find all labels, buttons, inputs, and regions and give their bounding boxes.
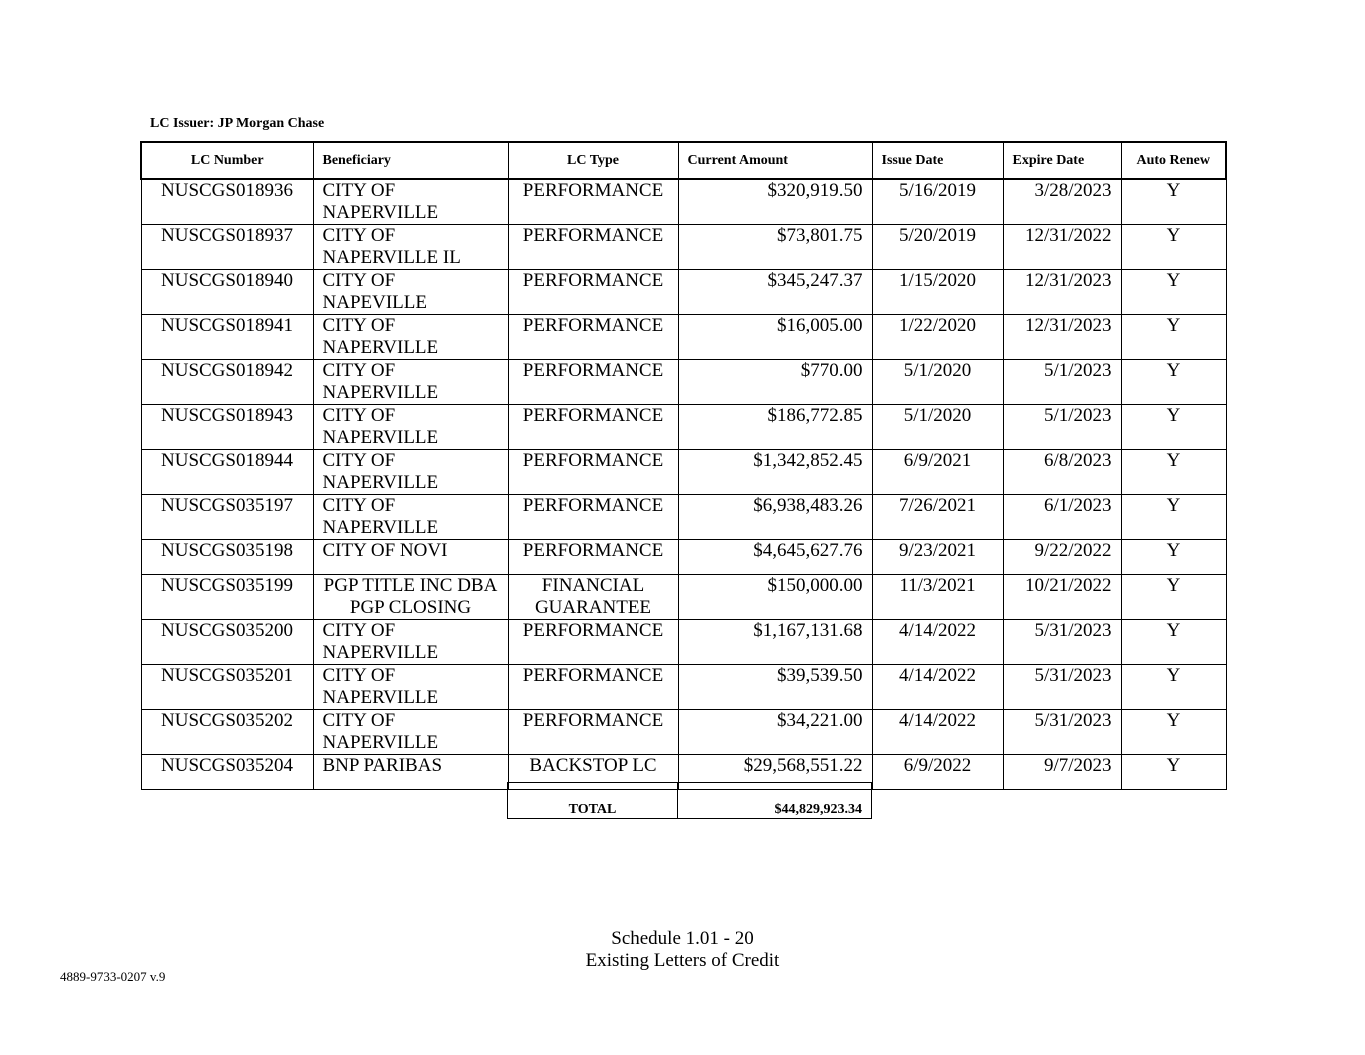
lc-number-cell: NUSCGS035199: [141, 575, 313, 620]
expire-date-cell: 5/31/2023: [1003, 665, 1121, 710]
beneficiary-cell: CITY OF NAPERVILLE: [313, 179, 508, 225]
lc-type-cell: PERFORMANCE: [508, 495, 678, 540]
expire-date-cell: 6/1/2023: [1003, 495, 1121, 540]
expire-date-cell: 5/31/2023: [1003, 710, 1121, 755]
auto-renew-cell: Y: [1121, 225, 1226, 270]
lc-number-cell: NUSCGS018940: [141, 270, 313, 315]
header-auto-renew: Auto Renew: [1121, 142, 1226, 179]
lc-number-cell: NUSCGS035202: [141, 710, 313, 755]
auto-renew-cell: Y: [1121, 179, 1226, 225]
beneficiary-cell: CITY OF NAPERVILLE: [313, 665, 508, 710]
schedule-footer: [0, 928, 1365, 972]
expire-date-cell: 9/22/2022: [1003, 540, 1121, 575]
issue-date-cell: 6/9/2022: [872, 755, 1003, 790]
table-row: [141, 575, 1226, 620]
amount-cell: $29,568,551.22: [678, 755, 872, 790]
amount-cell: $4,645,627.76: [678, 540, 872, 575]
expire-date-cell: 3/28/2023: [1003, 179, 1121, 225]
schedule-title: Existing Letters of Credit: [585, 950, 780, 971]
amount-cell: $73,801.75: [678, 225, 872, 270]
expire-date-cell: 12/31/2022: [1003, 225, 1121, 270]
beneficiary-cell: CITY OF NAPERVILLE: [313, 405, 508, 450]
table-row: [141, 620, 1226, 665]
lc-type-cell: PERFORMANCE: [508, 540, 678, 575]
expire-date-cell: 5/1/2023: [1003, 405, 1121, 450]
issue-date-cell: 5/16/2019: [872, 179, 1003, 225]
amount-cell: $1,167,131.68: [678, 620, 872, 665]
lc-number-cell: NUSCGS018937: [141, 225, 313, 270]
letters-of-credit-table: [140, 141, 1227, 790]
table-row: [141, 665, 1226, 710]
header-current-amount: Current Amount: [678, 142, 872, 179]
auto-renew-cell: Y: [1121, 495, 1226, 540]
issue-date-cell: 9/23/2021: [872, 540, 1003, 575]
expire-date-cell: 5/1/2023: [1003, 360, 1121, 405]
amount-cell: $150,000.00: [678, 575, 872, 620]
header-beneficiary: Beneficiary: [313, 142, 508, 179]
lc-type-cell: PERFORMANCE: [508, 405, 678, 450]
amount-cell: $770.00: [678, 360, 872, 405]
amount-cell: $1,342,852.45: [678, 450, 872, 495]
auto-renew-cell: Y: [1121, 270, 1226, 315]
lc-type-cell: BACKSTOP LC: [508, 755, 678, 790]
lc-number-cell: NUSCGS018944: [141, 450, 313, 495]
table-row: [141, 179, 1226, 225]
beneficiary-cell: BNP PARIBAS: [313, 755, 508, 790]
beneficiary-cell: CITY OF NAPERVILLE: [313, 495, 508, 540]
lc-number-cell: NUSCGS035198: [141, 540, 313, 575]
table-header-row: [141, 142, 1226, 179]
expire-date-cell: 12/31/2023: [1003, 270, 1121, 315]
amount-cell: $186,772.85: [678, 405, 872, 450]
table-row: [141, 540, 1226, 575]
auto-renew-cell: Y: [1121, 575, 1226, 620]
auto-renew-cell: Y: [1121, 405, 1226, 450]
auto-renew-cell: Y: [1121, 450, 1226, 495]
lc-number-cell: NUSCGS035197: [141, 495, 313, 540]
beneficiary-cell: CITY OF NOVI: [313, 540, 508, 575]
lc-number-cell: NUSCGS018941: [141, 315, 313, 360]
lc-type-cell: PERFORMANCE: [508, 665, 678, 710]
auto-renew-cell: Y: [1121, 620, 1226, 665]
lc-number-cell: NUSCGS035200: [141, 620, 313, 665]
beneficiary-cell: CITY OF NAPERVILLE: [313, 710, 508, 755]
expire-date-cell: 5/31/2023: [1003, 620, 1121, 665]
beneficiary-cell: CITY OF NAPERVILLE: [313, 360, 508, 405]
lc-number-cell: NUSCGS018942: [141, 360, 313, 405]
table-row: [141, 450, 1226, 495]
table-row: [141, 270, 1226, 315]
expire-date-cell: 9/7/2023: [1003, 755, 1121, 790]
issue-date-cell: 11/3/2021: [872, 575, 1003, 620]
auto-renew-cell: Y: [1121, 665, 1226, 710]
amount-cell: $320,919.50: [678, 179, 872, 225]
header-expire-date: Expire Date: [1003, 142, 1121, 179]
lc-type-cell: PERFORMANCE: [508, 179, 678, 225]
issue-date-cell: 1/15/2020: [872, 270, 1003, 315]
table-row: [141, 495, 1226, 540]
amount-cell: $39,539.50: [678, 665, 872, 710]
beneficiary-cell: CITY OF NAPERVILLE: [313, 315, 508, 360]
lc-issuer-label: LC Issuer: JP Morgan Chase: [150, 116, 325, 131]
table-row: [141, 360, 1226, 405]
expire-date-cell: 10/21/2022: [1003, 575, 1121, 620]
header-lc-number: LC Number: [141, 142, 313, 179]
table-row: [141, 315, 1226, 360]
auto-renew-cell: Y: [1121, 360, 1226, 405]
issue-date-cell: 5/20/2019: [872, 225, 1003, 270]
header-issue-date: Issue Date: [872, 142, 1003, 179]
amount-cell: $6,938,483.26: [678, 495, 872, 540]
lc-type-cell: PERFORMANCE: [508, 360, 678, 405]
beneficiary-cell: CITY OF NAPEVILLE: [313, 270, 508, 315]
auto-renew-cell: Y: [1121, 710, 1226, 755]
total-row: [507, 782, 872, 819]
amount-cell: $34,221.00: [678, 710, 872, 755]
table-row: [141, 405, 1226, 450]
auto-renew-cell: Y: [1121, 755, 1226, 790]
auto-renew-cell: Y: [1121, 315, 1226, 360]
issue-date-cell: 4/14/2022: [872, 665, 1003, 710]
document-id: 4889-9733-0207 v.9: [60, 969, 166, 984]
amount-cell: $16,005.00: [678, 315, 872, 360]
lc-type-cell: PERFORMANCE: [508, 450, 678, 495]
table-row: [141, 225, 1226, 270]
issue-date-cell: 7/26/2021: [872, 495, 1003, 540]
expire-date-cell: 6/8/2023: [1003, 450, 1121, 495]
lc-number-cell: NUSCGS035204: [141, 755, 313, 790]
beneficiary-cell: CITY OF NAPERVILLE: [313, 450, 508, 495]
expire-date-cell: 12/31/2023: [1003, 315, 1121, 360]
beneficiary-cell: CITY OF NAPERVILLE: [313, 620, 508, 665]
total-label: TOTAL: [508, 783, 678, 819]
beneficiary-cell: CITY OF NAPERVILLE IL: [313, 225, 508, 270]
issue-date-cell: 1/22/2020: [872, 315, 1003, 360]
lc-type-cell: FINANCIAL GUARANTEE: [508, 575, 678, 620]
lc-number-cell: NUSCGS035201: [141, 665, 313, 710]
table-row: [141, 710, 1226, 755]
total-amount: $44,829,923.34: [678, 783, 872, 819]
issue-date-cell: 6/9/2021: [872, 450, 1003, 495]
schedule-number: Schedule 1.01 - 20: [611, 928, 754, 949]
header-lc-type: LC Type: [508, 142, 678, 179]
lc-type-cell: PERFORMANCE: [508, 710, 678, 755]
auto-renew-cell: Y: [1121, 540, 1226, 575]
amount-cell: $345,247.37: [678, 270, 872, 315]
lc-type-cell: PERFORMANCE: [508, 620, 678, 665]
beneficiary-cell: PGP TITLE INC DBA PGP CLOSING: [313, 575, 508, 620]
lc-number-cell: NUSCGS018943: [141, 405, 313, 450]
issue-date-cell: 4/14/2022: [872, 710, 1003, 755]
issue-date-cell: 5/1/2020: [872, 405, 1003, 450]
lc-type-cell: PERFORMANCE: [508, 270, 678, 315]
lc-type-cell: PERFORMANCE: [508, 225, 678, 270]
lc-type-cell: PERFORMANCE: [508, 315, 678, 360]
issue-date-cell: 4/14/2022: [872, 620, 1003, 665]
lc-number-cell: NUSCGS018936: [141, 179, 313, 225]
issue-date-cell: 5/1/2020: [872, 360, 1003, 405]
